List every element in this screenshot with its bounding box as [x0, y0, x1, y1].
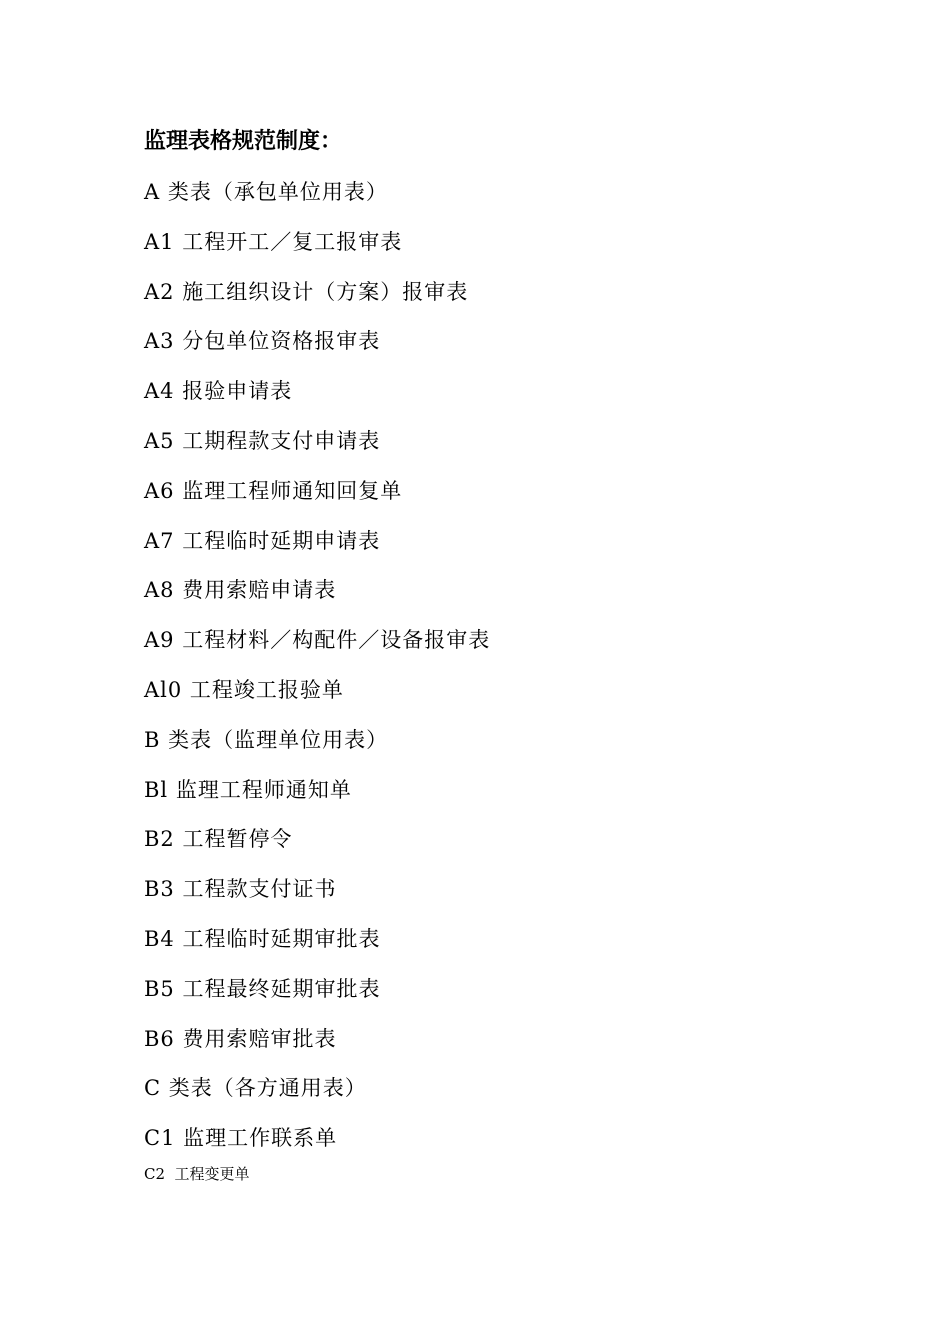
list-item: C 类表（各方通用表） [144, 1076, 367, 1101]
document-title: 监理表格规范制度： [144, 129, 343, 154]
list-item: B 类表（监理单位用表） [144, 727, 389, 752]
list-item: B2 工程暂停令 [144, 827, 293, 852]
list-item: B4 工程临时延期审批表 [144, 926, 381, 951]
list-item: A9 工程材料／构配件／设备报审表 [144, 628, 491, 653]
list-item: A4 报验申请表 [144, 379, 293, 404]
document-body [144, 124, 864, 1170]
list-item: A3 分包单位资格报审表 [144, 329, 381, 354]
list-item-small: C2 工程变更单 [144, 1165, 250, 1183]
list-item: B6 费用索赔审批表 [144, 1026, 337, 1051]
list-item: A2 施工组织设计（方案）报审表 [144, 279, 469, 304]
list-item: A5 工期程款支付申请表 [144, 428, 381, 453]
list-item: A 类表（承包单位用表） [144, 180, 388, 204]
list-item: Bl 监理工程师通知单 [144, 777, 352, 802]
list-item: A6 监理工程师通知回复单 [144, 478, 403, 503]
list-item: Al0 工程竣工报验单 [144, 677, 344, 702]
list-item: C1 监理工作联系单 [144, 1126, 338, 1151]
list-item: A1 工程开工／复工报审表 [144, 229, 403, 254]
list-item: A7 工程临时延期申请表 [144, 528, 381, 553]
form-list [144, 174, 864, 1156]
list-item: B5 工程最终延期审批表 [144, 976, 381, 1001]
list-item: A8 费用索赔申请表 [144, 578, 337, 603]
list-item: B3 工程款支付证书 [144, 877, 337, 902]
